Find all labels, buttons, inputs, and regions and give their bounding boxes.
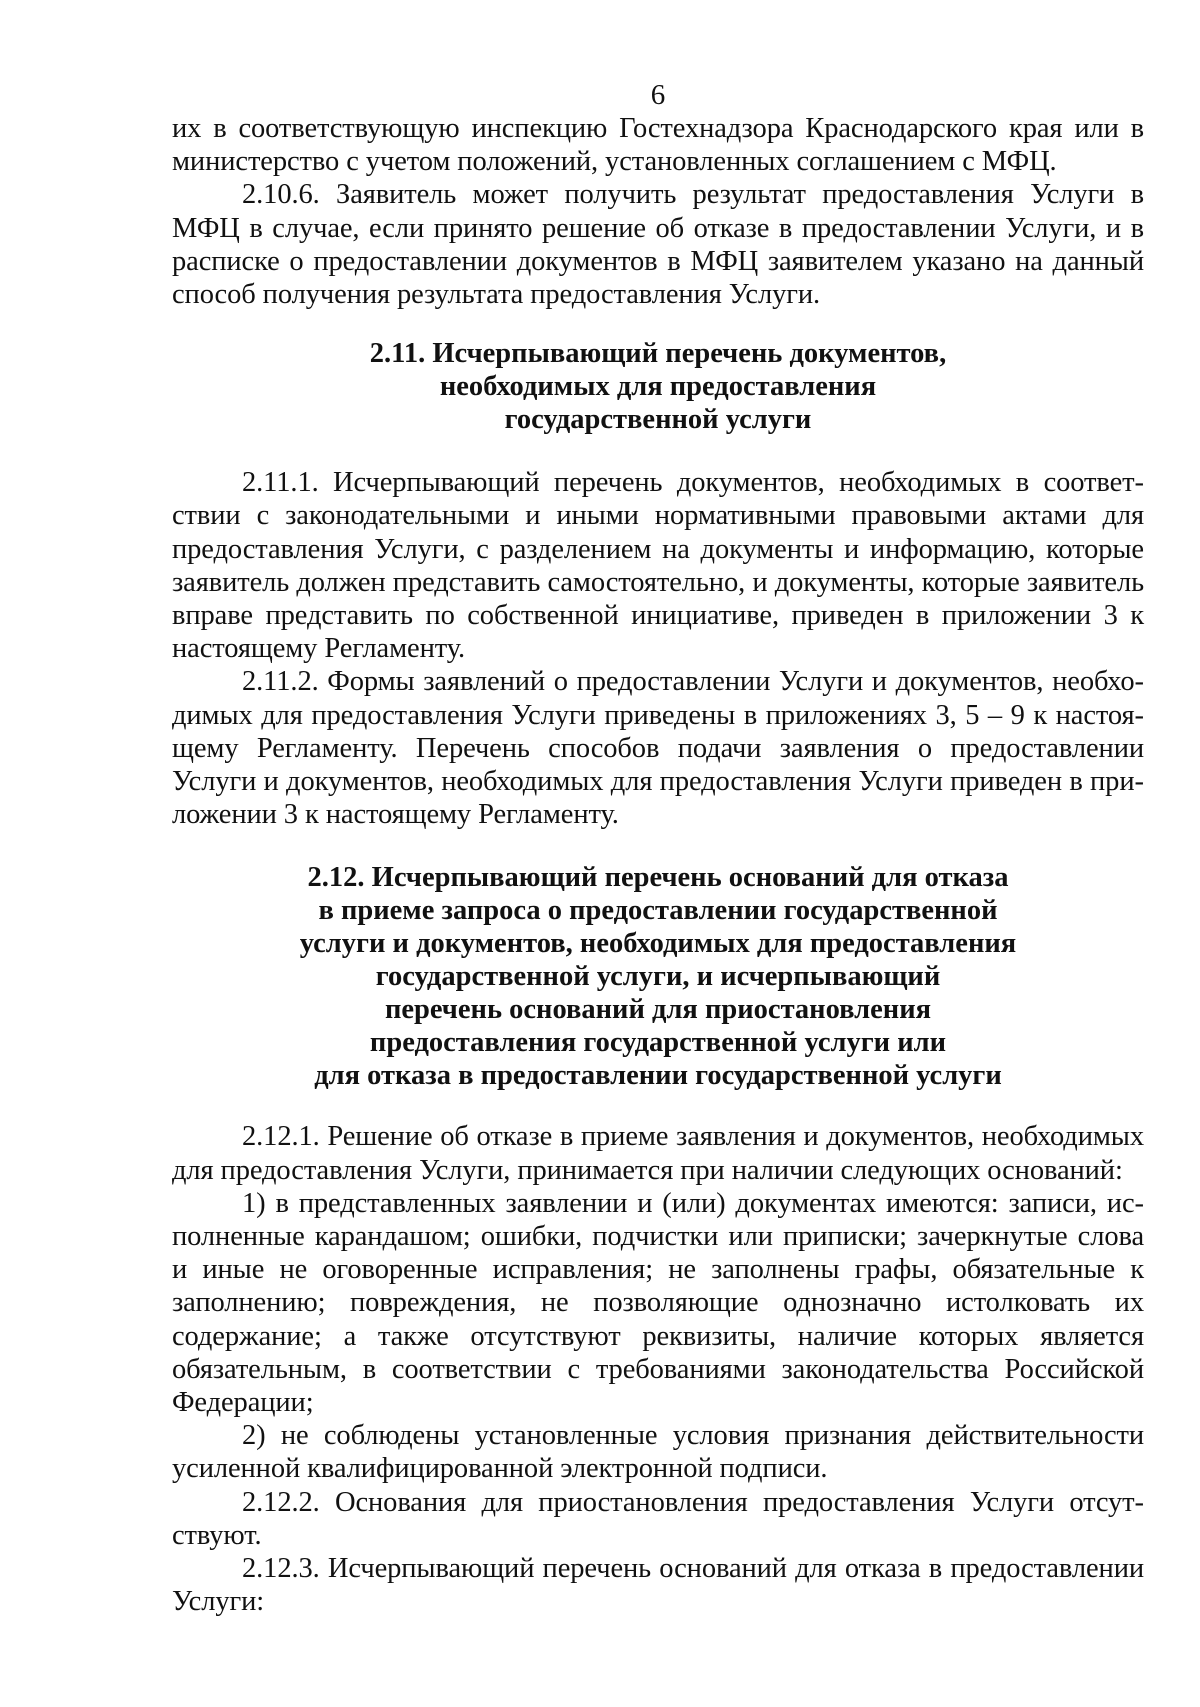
paragraph-2-12-1: 2.12.1. Решение об отказе в приеме заявления и документов, необходимых для предоставления Услуги, принимается при наличии следующих оснований: [172, 1121, 1144, 1186]
heading-line: государственной услуги [504, 404, 812, 436]
heading-line: государственной услуги, и исчерпывающий [375, 961, 941, 993]
heading-line: в приеме запроса о предоставлении государственной [318, 895, 998, 927]
heading-line: для отказа в предоставлении государственной услуги [314, 1060, 1002, 1092]
heading-line: предоставления государственной услуги или [369, 1027, 947, 1059]
section-heading-2-12 [172, 861, 1144, 1092]
document-page [172, 78, 1144, 1619]
page-number: 6 [650, 79, 666, 111]
heading-line: необходимых для предоставления [439, 371, 877, 403]
paragraph-2-11-1: 2.11.1. Исчерпывающий перечень документов, необходимых в соответствии с законодательными и иными нормативными правовыми актами для предоставления Услуги, с разделением на документы и информацию, которые заявитель должен представить самостоятельно, и документы, которые заявитель вправе представить по собственной инициативе, приведен в приложении 3 к настоящему Регламенту. [172, 467, 1144, 665]
paragraph-2-12-2: 2.12.2. Основания для приостановления предоставления Услуги отсутствуют. [172, 1486, 1144, 1551]
section-heading-2-11 [172, 337, 1144, 436]
paragraph-2-11-2: 2.11.2. Формы заявлений о предоставлении Услуги и документов, необходимых для предоставления Услуги приведены в приложениях 3, 5 – 9 к настоящему Регламенту. Перечень способов подачи заявления о предоставлении Услуги и документов, необходимых для предоставления Услуги приведен в приложении 3 к настоящему Регламенту. [172, 666, 1144, 831]
heading-line: перечень оснований для приостановления [384, 994, 932, 1026]
paragraph-2-10-6: 2.10.6. Заявитель может получить результат предоставления Услуги в МФЦ в случае, если принято решение об отказе в предоставлении Услуги, и в расписке о предоставлении документов в МФЦ заявителем указано на данный способ получения результата предоставления Услуги. [172, 179, 1144, 311]
heading-line: 2.11. Исчерпывающий перечень документов, [369, 338, 947, 370]
list-item-2: 2) не соблюдены установленные условия признания действительности усиленной квалифицированной электронной подписи. [172, 1420, 1144, 1485]
paragraph-2-12-3: 2.12.3. Исчерпывающий перечень оснований для отказа в предоставлении Услуги: [172, 1553, 1144, 1618]
paragraph-continuation: их в соответствующую инспекцию Гостехнадзора Краснодарского края или в министерство с учетом положений, установленных соглашением с МФЦ. [172, 113, 1144, 178]
heading-line: 2.12. Исчерпывающий перечень оснований для отказа [307, 862, 1009, 894]
heading-line: услуги и документов, необходимых для предоставления [299, 928, 1017, 960]
list-item-1: 1) в представленных заявлении и (или) документах имеются: записи, исполненные карандашом; ошибки, подчистки или приписки; зачеркнутые слова и иные не оговоренные исправления; не заполнены графы, обязательные к заполнению; повреждения, не позволяющие однозначно истолковать их содержание; а также отсутствуют реквизиты, наличие которых является обязательным, в соответствии с требованиями законодательства Российской Федерации; [172, 1187, 1144, 1419]
